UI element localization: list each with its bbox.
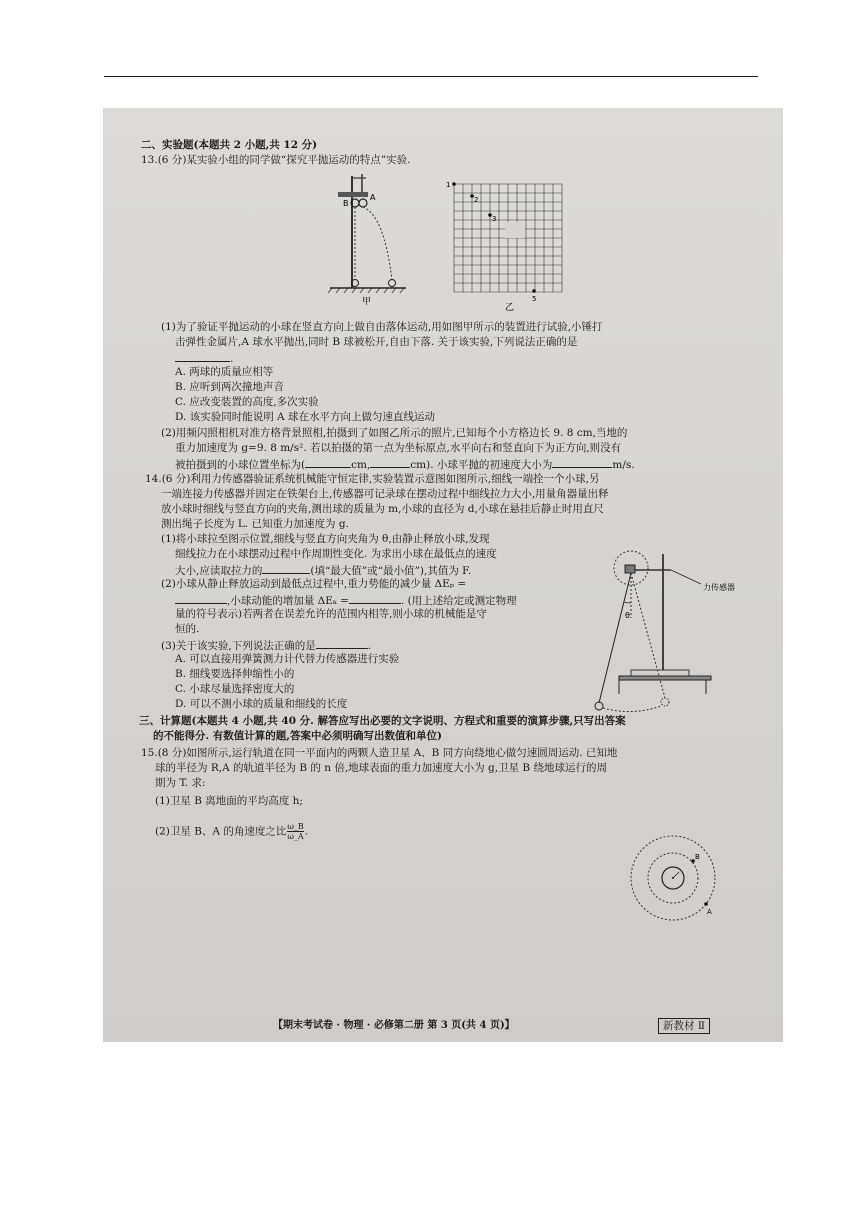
q14-p2-line2: ,小球动能的增加量 ΔEₖ = . (用上述给定或测定物理 [175, 592, 517, 608]
point-label-1: 1 [446, 181, 451, 189]
pendulum-theta-label: θ [625, 611, 630, 620]
fig-jia-label-a: A [370, 193, 376, 202]
omega-b-numerator: ω_B [287, 822, 304, 831]
q15-part2: (2)卫星 B、A 的角速度之比 $\frac{\omega\_B}{\omega\_A}$ . [155, 822, 309, 841]
q13-stem: 13.(6 分)某实验小组的同学做“探究平抛运动的特点”实验. [141, 154, 411, 166]
q14-p1-line1: (1)将小球拉至图示位置,细线与竖直方向夹角为 θ,由静止释放小球,发现 [161, 533, 490, 545]
q13-option-d: D. 该实验同时能说明 A 球在水平方向上做匀速直线运动 [175, 411, 435, 423]
q13-option-a: A. 两球的质量应相等 [175, 366, 274, 378]
figure-jia-apparatus [318, 170, 413, 310]
q14-option-d: D. 可以不测小球的质量和细线的长度 [175, 698, 348, 710]
q14-p2-line4: 恒的. [175, 623, 200, 635]
q13-velocity-blank[interactable] [552, 456, 612, 468]
q15-part1: (1)卫星 B 离地面的平均高度 h; [155, 795, 303, 807]
q14-p2-line3: 量的符号表示)若两者在误差允许的范围内相等,则小球的机械能是守 [175, 608, 487, 620]
edition-stamp: 新教材 Ⅱ [658, 1018, 710, 1034]
q15-stem-line1: 15.(8 分)如图所示,运行轨道在同一平面内的两颗人造卫星 A、B 同方向绕地心做匀速圆周运动. 已知地 [141, 747, 618, 759]
figure-pendulum-sensor [591, 548, 781, 718]
q13-option-c: C. 应改变装置的高度,多次实验 [175, 396, 319, 408]
q14-stem-line3: 放小球时细线与竖直方向的夹角,测出球的质量为 m,小球的直径为 d,小球在悬挂后静止时用直尺 [161, 503, 604, 515]
q13-p2-line2: 重力加速度为 g=9. 8 m/s². 若以拍摄的第一点为坐标原点,水平向右和竖直向下为正方向,则没有 [175, 442, 622, 454]
photo-point-1 [452, 182, 456, 186]
q14-stem-line2: 一端连接力传感器并固定在铁架台上,传感器可记录球在摆动过程中细线拉力大小,用量角器量出释 [161, 488, 609, 500]
q14-option-b: B. 细线要选择伸缩性小的 [175, 668, 295, 680]
exam-page-photo [103, 108, 783, 1042]
point-label-2: 2 [474, 196, 479, 204]
fig-jia-caption: 甲 [362, 297, 372, 307]
q14-p3-stem: (3)关于该实验,下列说法正确的是 . [161, 637, 371, 653]
q14-ep-blank[interactable] [175, 592, 227, 604]
figure-yi-grid-photo [443, 178, 568, 313]
page-footer: 【期末考试卷 · 物理 · 必修第二册 第 3 页(共 4 页)】 [273, 1020, 515, 1031]
q14-stem-line1: 14.(6 分)利用力传感器验证系统机械能守恒定律,实验装置示意图如图所示,细线一端拴一个小球,另 [145, 473, 600, 485]
sensor-label: 力传感器 [703, 583, 735, 592]
q14-p3-blank[interactable] [316, 637, 368, 649]
fig-yi-caption: 乙 [505, 303, 515, 313]
point-label-3: 3 [492, 215, 497, 223]
q14-p1-line2: 细线拉力在小球摆动过程中作周期性变化. 为求出小球在最低点的速度 [175, 548, 497, 560]
q13-option-b: B. 应听到两次撞地声音 [175, 381, 284, 393]
section-heading-calculation-line1: 三、计算题(本题共 4 小题,共 40 分. 解答应写出必要的文字说明、方程式和重要的演算步骤,只写出答案 [139, 715, 626, 727]
q14-p1-blank[interactable] [262, 562, 310, 574]
orbit-label-a: A [707, 908, 712, 916]
photo-point-5 [532, 289, 536, 293]
q14-option-a: A. 可以直接用弹簧测力计代替力传感器进行实验 [175, 653, 400, 665]
point-label-5: 5 [532, 295, 537, 303]
q13-coord-y-blank[interactable] [370, 456, 410, 468]
q13-p1-line1: (1)为了验证平抛运动的小球在竖直方向上做自由落体运动,用如图甲所示的装置进行试验,小锤打 [161, 321, 603, 333]
q15-stem-line2: 球的半径为 R,A 的轨道半径为 B 的 n 倍,地球表面的重力加速度大小为 g,卫星 B 绕地球运行的周 [155, 762, 607, 774]
q13-p1-blank[interactable] [175, 350, 230, 362]
q14-ek-blank[interactable] [349, 592, 401, 604]
q13-p1-answer-line: . [175, 350, 233, 366]
q14-option-c: C. 小球尽量选择密度大的 [175, 683, 295, 695]
section-heading-calculation-line2: 的不能得分. 有数值计算的题,答案中必须明确写出数值和单位) [153, 730, 442, 742]
figure-satellite-orbits [623, 828, 723, 928]
q15-stem-line3: 期为 T. 求: [155, 777, 206, 789]
q13-p2-line3: 被拍摄到的小球位置坐标为( cm, cm). 小球平抛的初速度大小为 m/s. [175, 456, 635, 472]
page-top-rule [104, 76, 758, 77]
q14-p1-line3: 大小,应读取拉力的 (填“最大值”或“最小值”),其值为 F. [175, 562, 471, 578]
q14-p2-line1: (2)小球从静止释放运动到最低点过程中,重力势能的减少量 ΔEₚ = [161, 578, 467, 590]
q14-stem-line4: 测出绳子长度为 L. 已知重力加速度为 g. [161, 518, 349, 530]
fig-jia-label-b: B [343, 199, 349, 208]
grid-missing-patch [505, 222, 525, 238]
q13-p1-line2: 击弹性金属片,A 球水平抛出,同时 B 球被松开,自由下落. 关于该实验,下列说法正确的是 [175, 336, 578, 348]
section-heading-experiments: 二、实验题(本题共 2 小题,共 12 分) [141, 139, 318, 151]
omega-a-denominator: ω_A [287, 832, 304, 841]
q13-coord-x-blank[interactable] [305, 456, 351, 468]
orbit-label-b: B [695, 853, 700, 861]
q13-p2-line1: (2)用频闪照相机对准方格背景照相,拍摄到了如图乙所示的照片,已知每个小方格边长 9. 8 cm,当地的 [161, 427, 628, 439]
